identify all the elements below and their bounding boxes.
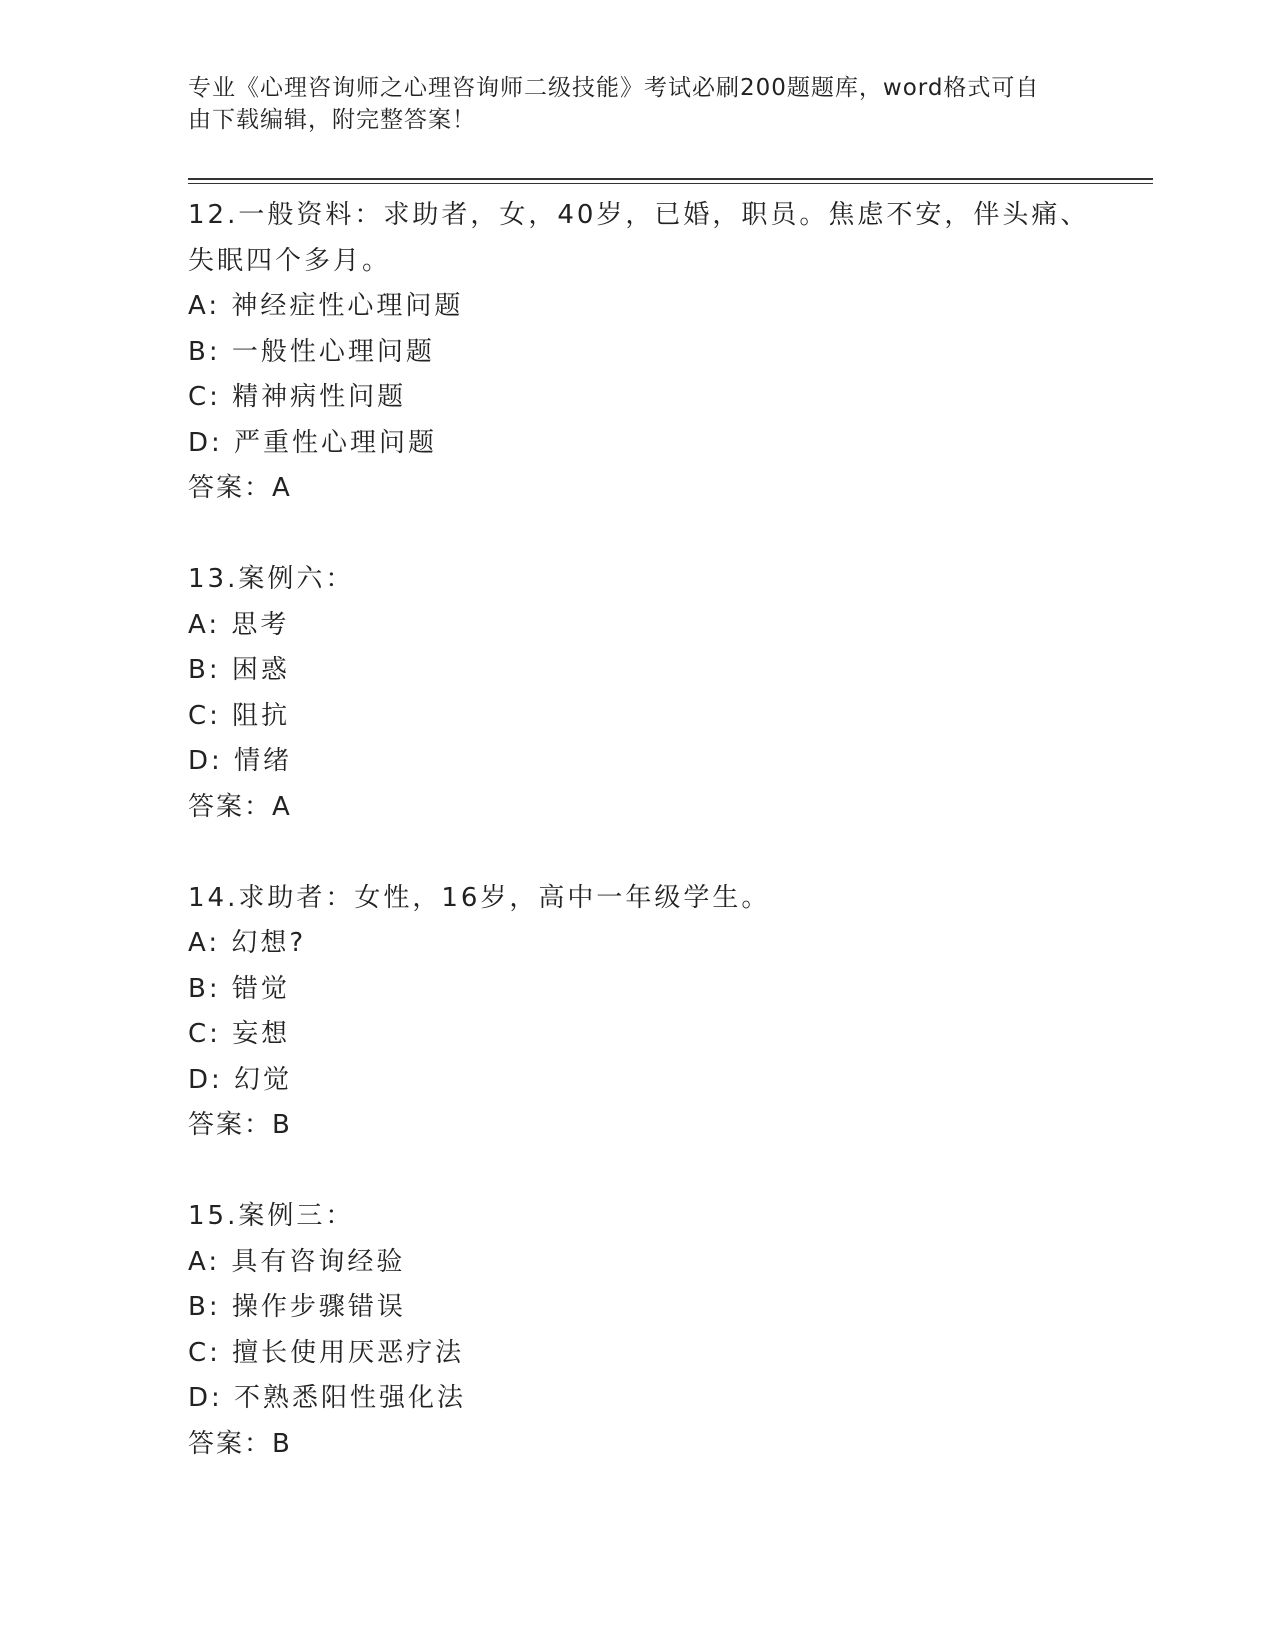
question-block bbox=[188, 557, 1088, 876]
option-a: A: 幻想? bbox=[188, 928, 307, 958]
header-divider-thin bbox=[188, 183, 1153, 184]
question-stem: 14.求助者：女性，16岁，高中一年级学生。 bbox=[188, 882, 771, 913]
answer: 答案：B bbox=[188, 1110, 292, 1140]
header-line-2: 由下载编辑，附完整答案！ bbox=[188, 107, 476, 133]
answer: 答案：A bbox=[188, 791, 292, 822]
option-a: A: 思考 bbox=[188, 609, 290, 640]
question-list bbox=[188, 193, 1088, 1467]
option-d: D: 情绪 bbox=[188, 746, 293, 776]
option-a: A: 具有咨询经验 bbox=[188, 1246, 406, 1277]
option-c: C: 擅长使用厌恶疗法 bbox=[188, 1337, 465, 1368]
header-line-1: 专业《心理咨询师之心理咨询师二级技能》考试必刷200题题库，word格式可自 bbox=[188, 75, 1040, 101]
option-a: A: 神经症性心理问题 bbox=[188, 291, 464, 321]
document-header bbox=[188, 72, 1068, 136]
option-c: C: 妄想 bbox=[188, 1019, 291, 1049]
question-spacer bbox=[188, 512, 1088, 558]
question-block bbox=[188, 876, 1088, 1195]
option-c: C: 阻抗 bbox=[188, 700, 291, 731]
answer: 答案：B bbox=[188, 1428, 292, 1459]
question-block bbox=[188, 1194, 1088, 1467]
question-spacer bbox=[188, 1149, 1088, 1195]
header-divider bbox=[188, 178, 1153, 180]
question-stem: 失眠四个多月。 bbox=[188, 245, 392, 276]
question-stem: 15.案例三： bbox=[188, 1201, 355, 1231]
answer: 答案：A bbox=[188, 473, 292, 503]
question-spacer bbox=[188, 830, 1088, 876]
option-d: D: 不熟悉阳性强化法 bbox=[188, 1383, 467, 1413]
option-b: B: 困惑 bbox=[188, 655, 290, 685]
option-b: B: 操作步骤错误 bbox=[188, 1292, 406, 1322]
option-d: D: 幻觉 bbox=[188, 1064, 293, 1095]
question-block bbox=[188, 193, 1088, 557]
question-stem: 13.案例六： bbox=[188, 564, 355, 594]
option-b: B: 错觉 bbox=[188, 973, 290, 1004]
option-c: C: 精神病性问题 bbox=[188, 382, 407, 412]
option-d: D: 严重性心理问题 bbox=[188, 427, 438, 458]
question-stem: 12.一般资料：求助者，女，40岁，已婚，职员。焦虑不安，伴头痛、 bbox=[188, 200, 1090, 230]
option-b: B: 一般性心理问题 bbox=[188, 336, 435, 367]
